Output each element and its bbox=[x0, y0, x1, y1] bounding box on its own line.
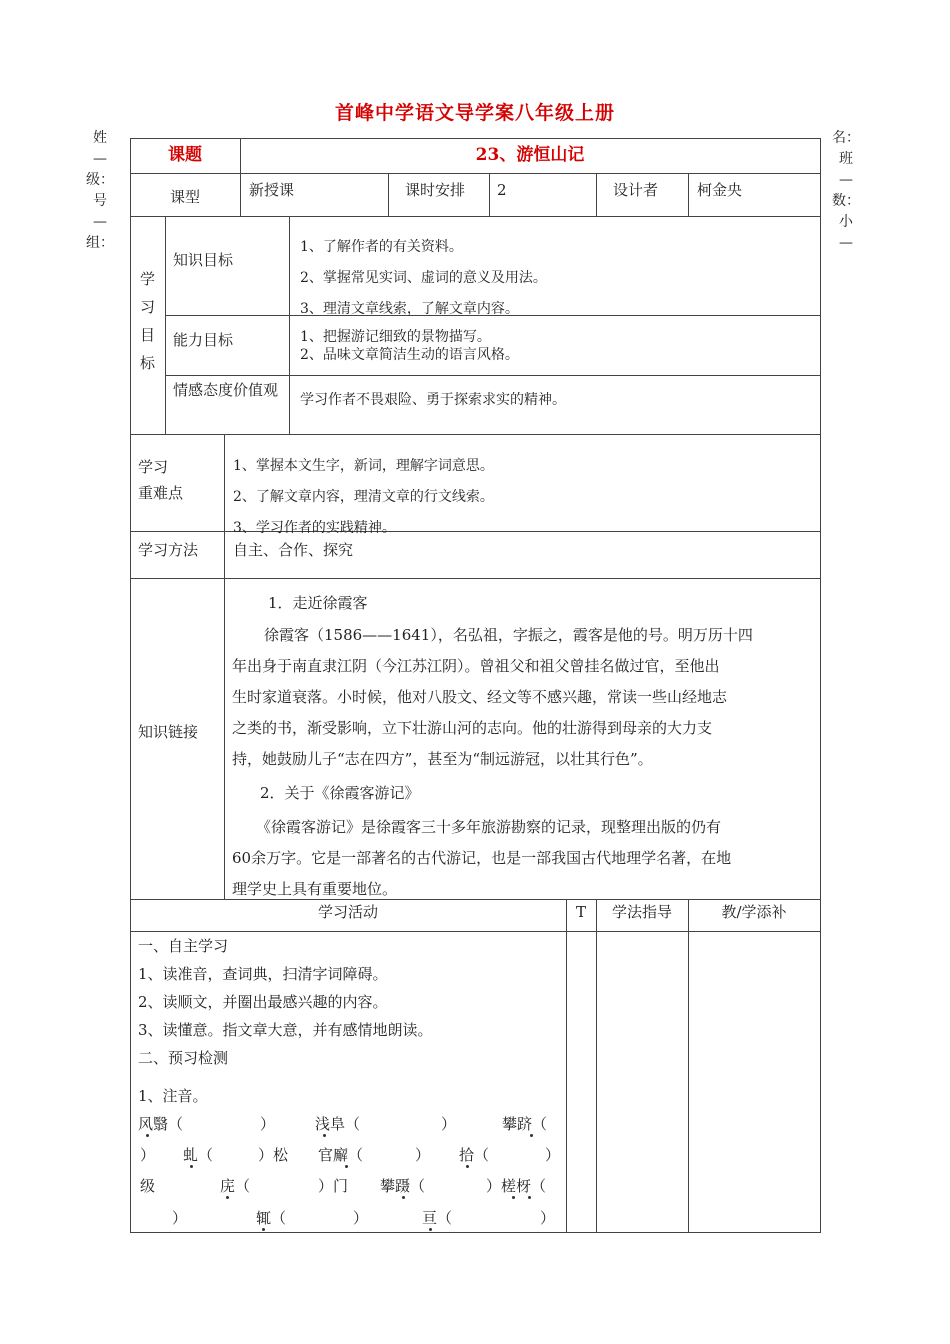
paragraph-line: 年出身于南直隶江阴（今江苏江阴）。曾祖父和祖父曾挂名做过官，至他出 bbox=[232, 657, 720, 675]
method-value: 自主、合作、探究 bbox=[233, 541, 354, 559]
knowledge-goal-label: 知识目标 bbox=[173, 251, 234, 269]
col-divider bbox=[165, 216, 166, 434]
goals-label-char: 标 bbox=[139, 354, 155, 372]
emphasis-dot bbox=[345, 1165, 348, 1168]
left-margin-labels bbox=[86, 128, 114, 254]
goal-item: 2、品味文章简洁生动的语言风格。 bbox=[300, 347, 519, 363]
self-study-section bbox=[138, 932, 433, 1072]
emphasis-dot bbox=[512, 1196, 515, 1199]
pinyin-blank-close: ） bbox=[545, 1146, 561, 1164]
pinyin-word: 攀跻（ bbox=[502, 1115, 548, 1133]
knowledge-link-label: 知识链接 bbox=[138, 723, 199, 741]
table-border-top bbox=[130, 138, 821, 139]
pinyin-word: ）松 bbox=[258, 1146, 289, 1164]
pinyin-title: 1、注音。 bbox=[138, 1087, 208, 1105]
emphasis-dot bbox=[262, 1228, 265, 1231]
pinyin-word: 攀蹑（ bbox=[380, 1177, 426, 1195]
knowledge-link-heading: 2．关于《徐霞客游记》 bbox=[260, 784, 420, 802]
emphasis-dot bbox=[528, 1196, 531, 1199]
key-points-label-line: 学习 bbox=[138, 458, 169, 476]
margin-char: — bbox=[839, 172, 853, 188]
paragraph-line: 理学史上具有重要地位。 bbox=[232, 880, 398, 898]
paragraph-line: 之类的书，渐受影响，立下壮游山河的志向。他的壮游得到母亲的大力支 bbox=[232, 719, 713, 737]
col-header-note: 教/学添补 bbox=[721, 903, 787, 921]
pinyin-blank-close: ） bbox=[540, 1209, 556, 1227]
col-divider bbox=[688, 173, 689, 216]
key-points-label-line: 重难点 bbox=[138, 484, 184, 502]
row-divider bbox=[165, 375, 821, 376]
topic-label: 课题 bbox=[168, 145, 202, 165]
ability-goal-label: 能力目标 bbox=[173, 331, 234, 349]
row-divider bbox=[130, 173, 821, 174]
section-title: 二、预习检测 bbox=[138, 1049, 229, 1067]
emphasis-dot bbox=[429, 1228, 432, 1231]
col-divider bbox=[688, 899, 689, 1232]
hours-label: 课时安排 bbox=[405, 181, 466, 199]
goal-item: 1、把握游记细致的景物描写。 bbox=[300, 329, 491, 345]
margin-char: 小 bbox=[839, 214, 853, 230]
margin-char: 数： bbox=[832, 193, 860, 209]
goal-item: 1、了解作者的有关资料。 bbox=[300, 239, 463, 255]
margin-char: 级： bbox=[86, 172, 114, 188]
col-divider bbox=[489, 173, 490, 216]
goals-label-char: 目 bbox=[139, 326, 155, 344]
col-header-activity: 学习活动 bbox=[317, 903, 378, 921]
goal-item: 3、理清文章线索，了解文章内容。 bbox=[300, 301, 519, 317]
type-value: 新授课 bbox=[249, 181, 295, 199]
self-study-item: 2、读顺文，并圈出最感兴趣的内容。 bbox=[138, 993, 388, 1011]
col-divider bbox=[596, 173, 597, 216]
margin-char: — bbox=[93, 214, 107, 230]
right-margin-labels bbox=[832, 128, 860, 254]
knowledge-link-heading: 1．走近徐霞客 bbox=[268, 594, 368, 612]
ability-goal-list bbox=[300, 328, 519, 364]
col-divider bbox=[388, 173, 389, 216]
key-point-item: 2、了解文章内容，理清文章的行文线索。 bbox=[233, 489, 494, 505]
row-divider bbox=[130, 578, 821, 579]
pinyin-blank-close: ） bbox=[353, 1209, 369, 1227]
pinyin-blank-close: ） bbox=[260, 1115, 276, 1133]
key-points-list bbox=[233, 451, 494, 544]
col-divider bbox=[566, 899, 567, 1232]
emphasis-dot bbox=[190, 1165, 193, 1168]
table-border-right bbox=[820, 138, 821, 1233]
col-header-t: T bbox=[575, 903, 586, 921]
col-divider bbox=[289, 216, 290, 434]
margin-char: 名： bbox=[832, 130, 860, 146]
pinyin-word: 虬（ bbox=[183, 1146, 214, 1164]
knowledge-link-paragraph bbox=[232, 620, 817, 775]
hours-value: 2 bbox=[497, 181, 507, 199]
pinyin-word: 亘（ bbox=[422, 1209, 453, 1227]
pinyin-word: ）槎枒（ bbox=[486, 1177, 547, 1195]
pinyin-word: 拾（ bbox=[459, 1146, 490, 1164]
margin-char: 班 bbox=[839, 151, 853, 167]
pinyin-word: 辄（ bbox=[256, 1209, 287, 1227]
key-points-label bbox=[138, 454, 183, 506]
col-divider bbox=[224, 434, 225, 899]
section-title: 一、自主学习 bbox=[138, 937, 229, 955]
method-label: 学习方法 bbox=[138, 541, 199, 559]
knowledge-link-paragraph bbox=[232, 812, 817, 905]
designer-value: 柯金央 bbox=[697, 181, 743, 199]
designer-label: 设计者 bbox=[613, 181, 659, 199]
goals-label-char: 学 bbox=[139, 270, 155, 288]
emphasis-dot bbox=[226, 1196, 229, 1199]
emotion-goal-text: 学习作者不畏艰险、勇于探索求实的精神。 bbox=[300, 392, 566, 408]
emphasis-dot bbox=[402, 1196, 405, 1199]
emphasis-dot bbox=[466, 1165, 469, 1168]
pinyin-word: 风翳（ bbox=[138, 1115, 184, 1133]
pinyin-word: 级 bbox=[140, 1177, 156, 1195]
key-point-item: 1、掌握本文生字，新词，理解字词意思。 bbox=[233, 458, 494, 474]
pinyin-word: ）门 bbox=[318, 1177, 349, 1195]
col-divider bbox=[596, 899, 597, 1232]
pinyin-blank-close: ） bbox=[441, 1115, 457, 1133]
pinyin-word: 官廨（ bbox=[318, 1146, 364, 1164]
margin-char: — bbox=[93, 151, 107, 167]
emphasis-dot bbox=[323, 1134, 326, 1137]
type-label: 课型 bbox=[169, 188, 200, 206]
pinyin-word: 庑（ bbox=[220, 1177, 251, 1195]
col-header-guide: 学法指导 bbox=[611, 903, 672, 921]
key-point-item: 3、学习作者的实践精神。 bbox=[233, 520, 396, 536]
table-border-bottom bbox=[130, 1232, 821, 1233]
goal-item: 2、掌握常见实词、虚词的意义及用法。 bbox=[300, 270, 547, 286]
self-study-item: 1、读准音，查词典，扫清字词障碍。 bbox=[138, 965, 388, 983]
margin-char: 号 bbox=[93, 193, 107, 209]
pinyin-blank-close: ） bbox=[140, 1146, 156, 1164]
emotion-goal-label: 情感态度价值观 bbox=[173, 381, 279, 399]
emphasis-dot bbox=[146, 1134, 149, 1137]
pinyin-blank-close: ） bbox=[415, 1146, 431, 1164]
self-study-item: 3、读懂意。指文章大意，并有感情地朗读。 bbox=[138, 1021, 433, 1039]
paragraph-line: 《徐霞客游记》是徐霞客三十多年旅游勘察的记录，现整理出版的仍有 bbox=[256, 818, 722, 836]
paragraph-line: 持，她鼓励儿子“志在四方”，甚至为“制远游冠，以壮其行色”。 bbox=[232, 750, 653, 768]
paragraph-line: 徐霞客（1586——1641），名弘祖，字振之，霞客是他的号。明万历十四 bbox=[264, 626, 753, 644]
goals-label bbox=[130, 265, 165, 377]
margin-char: 组： bbox=[86, 235, 114, 251]
pinyin-word: 浅阜（ bbox=[315, 1115, 361, 1133]
document-title: 首峰中学语文导学案八年级上册 bbox=[334, 102, 615, 124]
goals-label-char: 习 bbox=[139, 298, 155, 316]
row-divider bbox=[130, 216, 821, 217]
emphasis-dot bbox=[530, 1134, 533, 1137]
margin-char: — bbox=[839, 235, 853, 251]
margin-char: 姓 bbox=[93, 130, 107, 146]
topic-value: 23、游恒山记 bbox=[475, 145, 585, 165]
pinyin-blank-close: ） bbox=[172, 1209, 188, 1227]
paragraph-line: 生时家道衰落。小时候，他对八股文、经文等不感兴趣，常读一些山经地志 bbox=[232, 688, 728, 706]
knowledge-goal-list bbox=[300, 232, 547, 325]
row-divider bbox=[130, 434, 821, 435]
paragraph-line: 60余万字。它是一部著名的古代游记，也是一部我国古代地理学名著，在地 bbox=[232, 849, 732, 867]
